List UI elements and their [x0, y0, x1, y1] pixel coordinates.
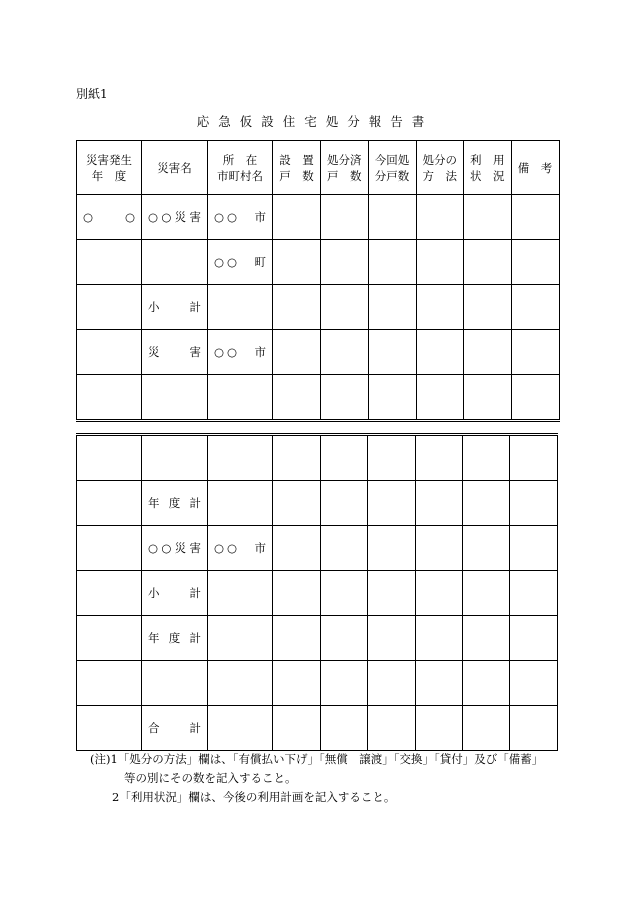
empty-cell: [463, 706, 510, 751]
cell-text: ○○災害: [148, 541, 201, 555]
empty-cell: [510, 616, 558, 661]
cell-text: ○○ 市: [214, 210, 266, 224]
empty-cell: [416, 240, 464, 285]
cell-municipality: [208, 195, 273, 240]
cell-municipality: [208, 616, 273, 661]
cell-year: [77, 285, 142, 330]
empty-cell: [368, 616, 416, 661]
note-line-2: 等の別にその数を記入すること。: [124, 771, 297, 785]
cell-municipality: [208, 526, 273, 571]
cell-disaster: [142, 285, 208, 330]
cell-text: ○○ 町: [214, 255, 266, 269]
cell-disaster: [142, 661, 208, 706]
header-text: 戸 数: [279, 168, 314, 183]
empty-cell: [273, 375, 321, 421]
notes: [90, 750, 543, 807]
empty-cell: [511, 285, 559, 330]
header-text: 災害発生: [86, 152, 132, 167]
report-table-top: [76, 140, 560, 422]
cell-disaster: [142, 571, 208, 616]
empty-cell: [368, 481, 416, 526]
table-row: [77, 195, 560, 240]
header-cell: [511, 141, 559, 195]
cell-text: 小 計: [148, 300, 201, 314]
cell-disaster: [142, 435, 208, 481]
empty-cell: [368, 706, 416, 751]
empty-cell: [463, 435, 510, 481]
cell-municipality: [208, 481, 273, 526]
empty-cell: [321, 375, 369, 421]
header-row: [77, 141, 560, 195]
empty-cell: [416, 375, 464, 421]
empty-cell: [511, 195, 559, 240]
cell-disaster: [142, 481, 208, 526]
empty-cell: [463, 661, 510, 706]
attachment-label: 別紙1: [76, 87, 108, 101]
empty-cell: [321, 240, 369, 285]
cell-text: ○ ○: [83, 210, 135, 224]
header-text: 処分済: [327, 152, 362, 167]
header-text: 年 度: [91, 168, 127, 183]
cell-text: 合 計: [148, 721, 201, 735]
empty-cell: [416, 616, 463, 661]
empty-cell: [273, 706, 321, 751]
header-cell: [464, 141, 512, 195]
table-row: [77, 330, 560, 375]
empty-cell: [273, 240, 321, 285]
cell-disaster: [142, 375, 208, 421]
empty-cell: [273, 285, 321, 330]
cell-disaster: [142, 195, 208, 240]
empty-cell: [273, 435, 321, 481]
empty-cell: [321, 706, 368, 751]
empty-cell: [464, 285, 512, 330]
header-text: 方 法: [422, 168, 457, 183]
empty-cell: [416, 661, 463, 706]
empty-cell: [273, 661, 321, 706]
empty-cell: [321, 195, 369, 240]
header-cell: [416, 141, 464, 195]
empty-cell: [511, 240, 559, 285]
empty-cell: [416, 195, 464, 240]
empty-cell: [464, 330, 512, 375]
cell-year: [77, 240, 142, 285]
note-line-1: (注)1「処分の方法」欄は、「有償払い下げ」「無償 譲渡」「交換」「貸付」及び「備蓄」: [90, 752, 544, 766]
cell-municipality: [208, 375, 273, 421]
empty-cell: [273, 616, 321, 661]
empty-cell: [368, 375, 416, 421]
empty-cell: [273, 481, 321, 526]
empty-cell: [510, 481, 558, 526]
empty-cell: [510, 706, 558, 751]
cell-year: [77, 330, 142, 375]
header-text: 設 置: [279, 152, 314, 167]
cell-year: [77, 616, 142, 661]
empty-cell: [463, 526, 510, 571]
header-text: 備 考: [517, 160, 553, 175]
empty-cell: [464, 195, 512, 240]
cell-text: 年度計: [148, 631, 201, 645]
cell-text: ○○災害: [148, 210, 201, 224]
empty-cell: [368, 330, 416, 375]
empty-cell: [368, 661, 416, 706]
cell-disaster: [142, 526, 208, 571]
header-cell: [142, 141, 208, 195]
cell-text: 災 害: [148, 345, 201, 359]
empty-cell: [511, 375, 559, 421]
empty-cell: [416, 285, 464, 330]
report-table-bottom: [76, 433, 558, 751]
empty-cell: [321, 661, 368, 706]
empty-cell: [321, 285, 369, 330]
empty-cell: [321, 571, 368, 616]
header-cell: [77, 141, 142, 195]
document-title: 応急仮設住宅処分報告書: [196, 114, 434, 129]
empty-cell: [464, 240, 512, 285]
empty-cell: [416, 526, 463, 571]
table-row: [77, 661, 558, 706]
empty-cell: [416, 330, 464, 375]
cell-disaster: [142, 616, 208, 661]
empty-cell: [464, 375, 512, 421]
empty-cell: [321, 481, 368, 526]
empty-cell: [511, 330, 559, 375]
cell-year: [77, 706, 142, 751]
header-cell: [368, 141, 416, 195]
empty-cell: [510, 571, 558, 616]
cell-year: [77, 661, 142, 706]
empty-cell: [416, 571, 463, 616]
empty-cell: [273, 330, 321, 375]
table-row: [77, 616, 558, 661]
empty-cell: [368, 195, 416, 240]
cell-municipality: [208, 240, 273, 285]
empty-cell: [321, 435, 368, 481]
table-row: [77, 285, 560, 330]
header-text: 所 在: [222, 152, 258, 167]
cell-text: 年度計: [148, 496, 201, 510]
empty-cell: [273, 195, 321, 240]
empty-cell: [510, 661, 558, 706]
empty-cell: [463, 481, 510, 526]
cell-year: [77, 571, 142, 616]
empty-cell: [321, 616, 368, 661]
table-row: [77, 375, 560, 421]
empty-cell: [510, 526, 558, 571]
header-text: 市町村名: [217, 168, 263, 183]
table-row: [77, 481, 558, 526]
cell-municipality: [208, 706, 273, 751]
empty-cell: [368, 435, 416, 481]
header-text: 戸 数: [327, 168, 362, 183]
header-cell: [208, 141, 273, 195]
header-text: 災害名: [157, 160, 192, 175]
empty-cell: [416, 706, 463, 751]
cell-year: [77, 435, 142, 481]
cell-municipality: [208, 661, 273, 706]
cell-municipality: [208, 330, 273, 375]
cell-disaster: [142, 330, 208, 375]
header-cell: [273, 141, 321, 195]
header-text: 状 況: [470, 168, 505, 183]
cell-year: [77, 195, 142, 240]
header-text: 利 用: [470, 152, 505, 167]
empty-cell: [416, 481, 463, 526]
empty-cell: [416, 435, 463, 481]
cell-year: [77, 481, 142, 526]
empty-cell: [510, 435, 558, 481]
empty-cell: [368, 526, 416, 571]
note-line-3: 2「利用状況」欄は、今後の利用計画を記入すること。: [112, 790, 396, 804]
cell-municipality: [208, 435, 273, 481]
table-row: [77, 571, 558, 616]
empty-cell: [463, 616, 510, 661]
table-row: [77, 526, 558, 571]
cell-text: ○○ 市: [214, 541, 266, 555]
header-text: 今回処: [374, 152, 410, 167]
empty-cell: [463, 571, 510, 616]
empty-cell: [273, 571, 321, 616]
cell-municipality: [208, 285, 273, 330]
table-row: [77, 435, 558, 481]
empty-cell: [368, 240, 416, 285]
empty-cell: [321, 526, 368, 571]
cell-disaster: [142, 240, 208, 285]
header-cell: [321, 141, 369, 195]
cell-municipality: [208, 571, 273, 616]
empty-cell: [273, 526, 321, 571]
header-text: 分戸数: [374, 168, 410, 183]
cell-disaster: [142, 706, 208, 751]
empty-cell: [368, 285, 416, 330]
header-text: 処分の: [422, 152, 457, 167]
cell-text: ○○ 市: [214, 345, 266, 359]
table-row: [77, 240, 560, 285]
empty-cell: [321, 330, 369, 375]
cell-year: [77, 526, 142, 571]
table-row: [77, 706, 558, 751]
empty-cell: [368, 571, 416, 616]
cell-text: 小 計: [148, 586, 201, 600]
cell-year: [77, 375, 142, 421]
